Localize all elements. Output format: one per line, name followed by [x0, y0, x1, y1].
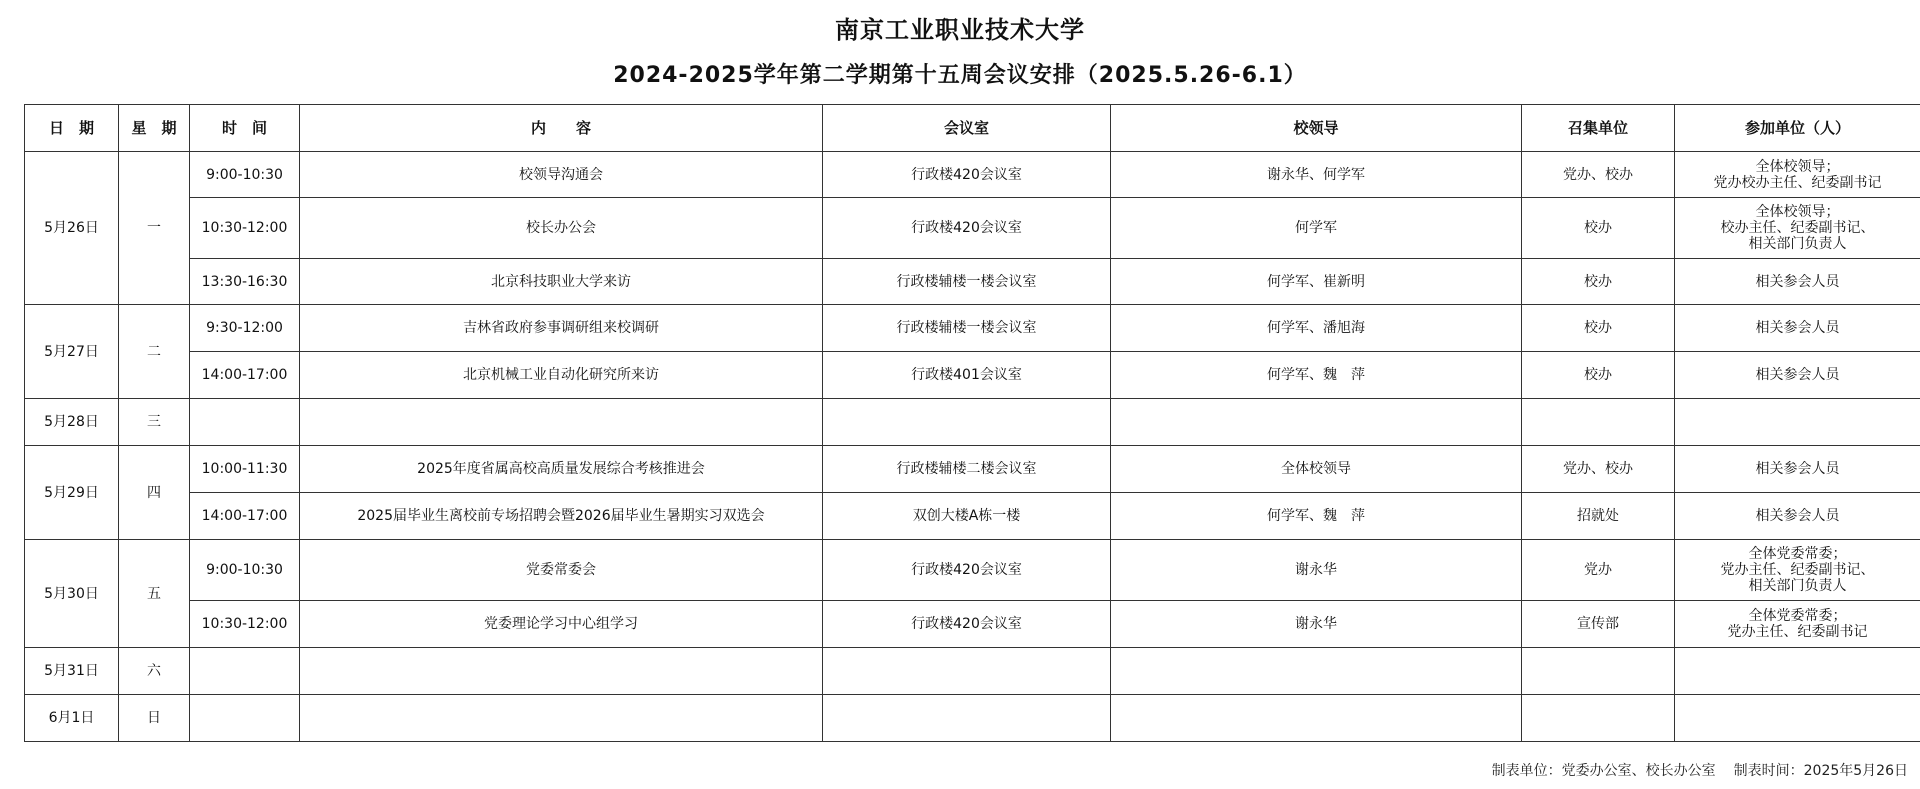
- time-cell: [190, 399, 300, 446]
- participants-cell: [1675, 399, 1920, 446]
- participants-cell: [1675, 493, 1920, 540]
- weekday-cell: 三: [119, 399, 190, 446]
- participants-text: 相关参会人员: [1755, 367, 1840, 383]
- participants-text: 相关参会人员: [1755, 273, 1840, 290]
- time-cell: 9:00-10:30: [190, 540, 300, 601]
- leader-cell: 谢永华: [1111, 601, 1522, 648]
- weekday-cell: 六: [119, 648, 190, 695]
- time-cell: [190, 695, 300, 742]
- participants-cell: [1675, 352, 1920, 399]
- weekday-cell: 四: [119, 446, 190, 540]
- leader-cell: [1111, 695, 1522, 742]
- content-cell: [300, 648, 823, 695]
- room-cell: [823, 399, 1111, 446]
- leader-cell: 何学军: [1111, 198, 1522, 259]
- participants-text: 全体校领导； 校办主任、纪委副书记、 相关部门负责人: [1720, 204, 1875, 252]
- leader-cell: 何学军、崔新明: [1111, 259, 1522, 305]
- content-cell: 北京机械工业自动化研究所来访: [300, 352, 823, 399]
- table-row: [25, 352, 1920, 399]
- leader-cell: 何学军、魏 萍: [1111, 352, 1522, 399]
- room-cell: 行政楼420会议室: [823, 601, 1111, 648]
- table-header-row: [25, 105, 1920, 152]
- weekday-cell: 一: [119, 152, 190, 305]
- content-cell: 北京科技职业大学来访: [300, 259, 823, 305]
- convener-cell: 校办: [1522, 198, 1675, 259]
- participants-text: 相关参会人员: [1755, 508, 1840, 524]
- meeting-schedule-table: [24, 104, 1920, 742]
- date-cell: 5月30日: [25, 540, 119, 648]
- header-content: 内 容: [300, 105, 823, 152]
- participants-text: 全体校领导； 党办校办主任、纪委副书记: [1713, 158, 1882, 191]
- convener-cell: 招就处: [1522, 493, 1675, 540]
- content-cell: 2025届毕业生离校前专场招聘会暨2026届毕业生暑期实习双选会: [300, 493, 823, 540]
- date-cell: 6月1日: [25, 695, 119, 742]
- document-title: 南京工业职业技术大学: [835, 16, 1085, 44]
- table-row: [25, 648, 1920, 695]
- convener-cell: 校办: [1522, 305, 1675, 352]
- header-date: 日 期: [25, 105, 119, 152]
- table-row: [25, 259, 1920, 305]
- time-cell: 9:30-12:00: [190, 305, 300, 352]
- time-cell: 14:00-17:00: [190, 493, 300, 540]
- leader-cell: 谢永华: [1111, 540, 1522, 601]
- participants-cell: [1675, 648, 1920, 695]
- time-cell: 10:00-11:30: [190, 446, 300, 493]
- header-convener: 召集单位: [1522, 105, 1675, 152]
- leader-cell: [1111, 648, 1522, 695]
- participants-text: 相关参会人员: [1755, 461, 1840, 477]
- leader-cell: 何学军、潘旭海: [1111, 305, 1522, 352]
- time-cell: 9:00-10:30: [190, 152, 300, 198]
- room-cell: 双创大楼A栋一楼: [823, 493, 1111, 540]
- leader-cell: 全体校领导: [1111, 446, 1522, 493]
- document-footer: [1492, 760, 1908, 780]
- table-row: [25, 601, 1920, 648]
- convener-cell: [1522, 648, 1675, 695]
- room-cell: [823, 648, 1111, 695]
- time-cell: 13:30-16:30: [190, 259, 300, 305]
- convener-cell: 宣传部: [1522, 601, 1675, 648]
- header-room: 会议室: [823, 105, 1111, 152]
- leader-cell: [1111, 399, 1522, 446]
- room-cell: 行政楼辅楼一楼会议室: [823, 259, 1111, 305]
- table-row: [25, 493, 1920, 540]
- content-cell: 2025年度省属高校高质量发展综合考核推进会: [300, 446, 823, 493]
- time-cell: 14:00-17:00: [190, 352, 300, 399]
- participants-cell: [1675, 152, 1920, 198]
- participants-cell: [1675, 446, 1920, 493]
- convener-cell: 党办: [1522, 540, 1675, 601]
- table-row: [25, 695, 1920, 742]
- convener-cell: [1522, 399, 1675, 446]
- document-subtitle: 2024-2025学年第二学期第十五周会议安排（2025.5.26-6.1）: [613, 63, 1307, 88]
- footer-made-time: 制表时间：2025年5月26日: [1733, 763, 1908, 779]
- convener-cell: [1522, 695, 1675, 742]
- header-time: 时 间: [190, 105, 300, 152]
- date-cell: 5月31日: [25, 648, 119, 695]
- convener-cell: 校办: [1522, 259, 1675, 305]
- room-cell: 行政楼辅楼一楼会议室: [823, 305, 1111, 352]
- table-row: [25, 152, 1920, 198]
- content-cell: 党委理论学习中心组学习: [300, 601, 823, 648]
- room-cell: 行政楼420会议室: [823, 198, 1111, 259]
- table-row: [25, 446, 1920, 493]
- participants-cell: [1675, 305, 1920, 352]
- participants-cell: [1675, 695, 1920, 742]
- convener-cell: 校办: [1522, 352, 1675, 399]
- room-cell: 行政楼401会议室: [823, 352, 1111, 399]
- time-cell: 10:30-12:00: [190, 198, 300, 259]
- participants-text: 相关参会人员: [1755, 320, 1840, 336]
- table-row: [25, 540, 1920, 601]
- convener-cell: 党办、校办: [1522, 152, 1675, 198]
- date-cell: 5月29日: [25, 446, 119, 540]
- room-cell: [823, 695, 1111, 742]
- weekday-cell: 五: [119, 540, 190, 648]
- participants-cell: [1675, 601, 1920, 648]
- room-cell: 行政楼420会议室: [823, 540, 1111, 601]
- content-cell: [300, 399, 823, 446]
- header-participants: 参加单位（人）: [1675, 105, 1920, 152]
- header-weekday: 星 期: [119, 105, 190, 152]
- content-cell: [300, 695, 823, 742]
- table-row: [25, 399, 1920, 446]
- participants-cell: [1675, 198, 1920, 259]
- content-cell: 吉林省政府参事调研组来校调研: [300, 305, 823, 352]
- weekday-cell: 日: [119, 695, 190, 742]
- room-cell: 行政楼420会议室: [823, 152, 1111, 198]
- date-cell: 5月28日: [25, 399, 119, 446]
- participants-text: 全体党委常委； 党办主任、纪委副书记: [1727, 608, 1868, 640]
- footer-maker: 制表单位：党委办公室、校长办公室: [1491, 763, 1716, 779]
- leader-cell: 谢永华、何学军: [1111, 152, 1522, 198]
- room-cell: 行政楼辅楼二楼会议室: [823, 446, 1111, 493]
- date-cell: 5月27日: [25, 305, 119, 399]
- table-row: [25, 305, 1920, 352]
- participants-text: 全体党委常委； 党办主任、纪委副书记、 相关部门负责人: [1720, 546, 1875, 594]
- time-cell: 10:30-12:00: [190, 601, 300, 648]
- content-cell: 校长办公会: [300, 198, 823, 259]
- leader-cell: 何学军、魏 萍: [1111, 493, 1522, 540]
- date-cell: 5月26日: [25, 152, 119, 305]
- table-row: [25, 198, 1920, 259]
- content-cell: 党委常委会: [300, 540, 823, 601]
- header-leader: 校领导: [1111, 105, 1522, 152]
- time-cell: [190, 648, 300, 695]
- participants-cell: [1675, 259, 1920, 305]
- participants-cell: [1675, 540, 1920, 601]
- weekday-cell: 二: [119, 305, 190, 399]
- content-cell: 校领导沟通会: [300, 152, 823, 198]
- convener-cell: 党办、校办: [1522, 446, 1675, 493]
